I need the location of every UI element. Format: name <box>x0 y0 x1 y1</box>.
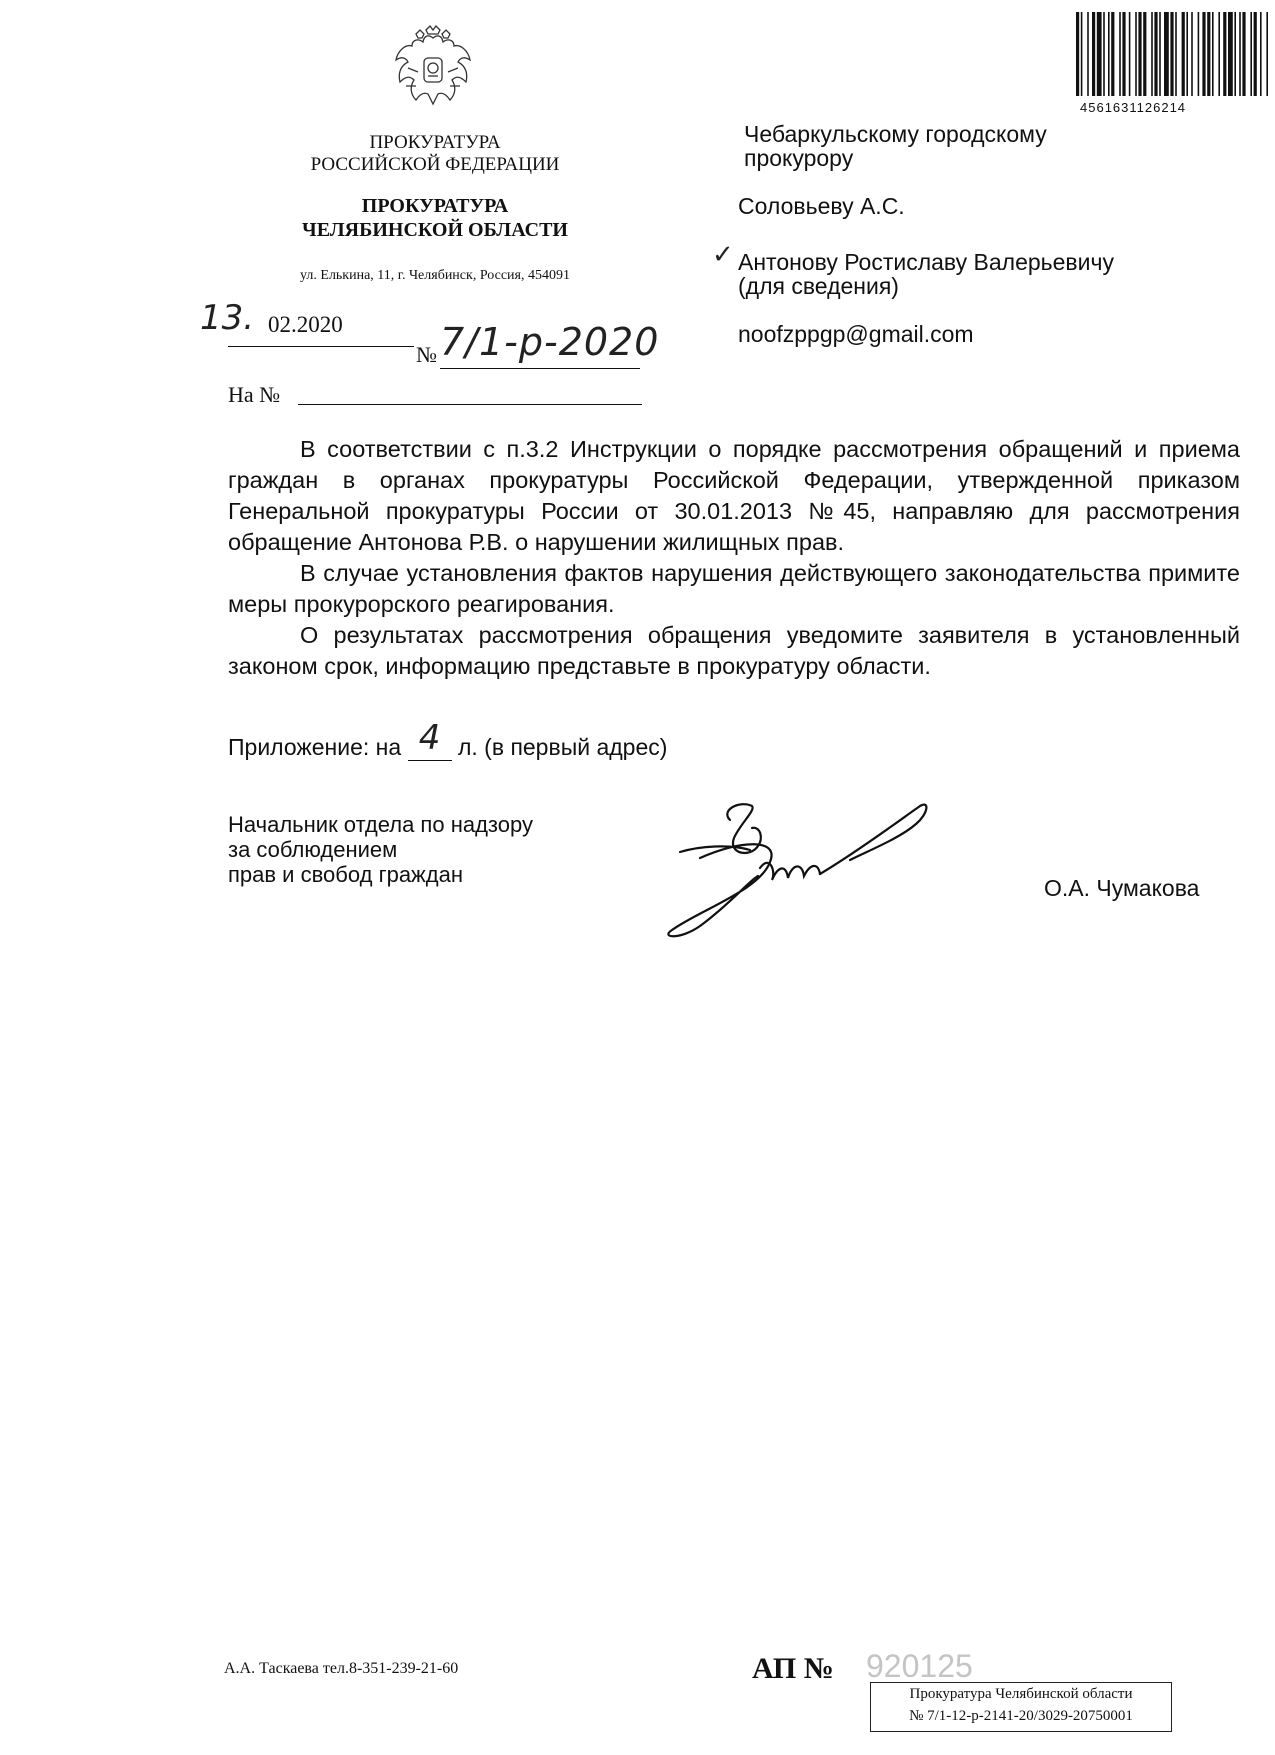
attachment-line <box>228 718 668 761</box>
barcode-bar <box>1122 12 1125 96</box>
dept-line-1: ПРОКУРАТУРА <box>361 195 509 217</box>
barcode-bar <box>1228 12 1233 96</box>
barcode-bar <box>1260 12 1262 96</box>
barcode-bar <box>1092 12 1095 96</box>
number-sign: № <box>416 342 437 367</box>
barcode-bar <box>1218 12 1220 96</box>
ap-number: 920125 <box>866 1648 973 1684</box>
body-paragraph-2: В случае установления фактов нарушения действующего законодательства примите меры прокурорского реагирования. <box>228 560 1240 617</box>
barcode-bar <box>1182 12 1185 96</box>
barcode-bar <box>1223 12 1226 96</box>
registration-stamp <box>870 1682 1172 1732</box>
attachment-prefix: Приложение: на <box>228 734 402 760</box>
ap-label: АП № <box>752 1652 834 1685</box>
barcode-bar <box>1119 12 1121 96</box>
barcode-bar <box>1170 12 1173 96</box>
barcode-bar <box>1202 12 1205 96</box>
attachment-suffix: л. (в первый адрес) <box>457 734 668 760</box>
recipient-line-3: Соловьеву А.С. <box>738 193 905 219</box>
signatory-title-line-2: за соблюдением <box>228 837 398 862</box>
barcode-bar <box>1111 12 1114 96</box>
barcode-bar <box>1239 12 1241 96</box>
outgoing-number-handwritten: 7/1-р-2020 <box>440 320 660 364</box>
barcode-bar <box>1207 12 1210 96</box>
barcode-bar <box>1242 12 1245 96</box>
barcode-bar <box>1076 12 1079 96</box>
recipient-line-5: (для сведения) <box>738 273 899 299</box>
barcode-bar <box>1087 12 1089 96</box>
barcode-bar <box>1175 12 1177 96</box>
barcode-bar <box>1186 12 1188 96</box>
barcode-bar <box>1212 12 1214 96</box>
stamp-line-1: Прокуратура Челябинской области <box>909 1686 1133 1702</box>
signatory-title-line-3: прав и свобод граждан <box>228 862 463 887</box>
recipient-line-2: прокурору <box>744 145 854 171</box>
org-header <box>255 132 615 176</box>
reply-to-label: На № <box>228 382 281 407</box>
barcode-bar <box>1135 12 1137 96</box>
org-line-2: РОССИЙСКОЙ ФЕДЕРАЦИИ <box>310 154 560 175</box>
barcode-bar <box>1097 12 1102 96</box>
signatory-title <box>228 812 533 887</box>
body-paragraph-3: О результатах рассмотрения обращения уведомите заявителя в установленный законом срок, информацию представьте в прокуратуру области. <box>228 622 1240 679</box>
number-underline <box>440 368 640 369</box>
barcode-bar <box>1129 12 1131 96</box>
org-line-1: ПРОКУРАТУРА <box>369 132 501 153</box>
dept-line-2: ЧЕЛЯБИНСКОЙ ОБЛАСТИ <box>302 219 568 241</box>
barcode-bar <box>1159 12 1161 96</box>
barcode-bar <box>1108 12 1110 96</box>
barcode-bar <box>1250 12 1252 96</box>
body-paragraph-1: В соответствии с п.3.2 Инструкции о порядке рассмотрения обращений и приема граждан в органах прокуратуры Российской Федерации, утвержденной приказом Генеральной прокуратуры России от 30.01.2013 №45, направляю для рассмотрения обращение Антонова Р.В. о нарушении жилищных прав. <box>228 436 1240 555</box>
barcode-bar <box>1151 12 1153 96</box>
recipient-line-1: Чебаркульскому городскому <box>744 121 1047 147</box>
signatory-name: О.А. Чумакова <box>1044 875 1200 901</box>
handwritten-signature-icon <box>660 780 980 940</box>
letter-body <box>228 434 1240 682</box>
checkmark-icon: ✓ <box>712 240 734 270</box>
barcode-bar <box>1191 12 1193 96</box>
date-day-handwritten: 13. <box>200 298 255 338</box>
barcode-bar <box>1103 12 1105 96</box>
barcode-icon <box>1072 8 1272 104</box>
dept-header <box>255 194 615 242</box>
date-underline <box>228 346 414 347</box>
recipient-line-4: Антонову Ростиславу Валерьевичу <box>738 249 1114 275</box>
barcode-bar <box>1266 12 1268 96</box>
reply-to-underline <box>298 404 642 405</box>
barcode-bar <box>1138 12 1141 96</box>
signatory-title-line-1: Начальник отдела по надзору <box>228 812 533 837</box>
barcode-number: 4561631126214 <box>1080 100 1187 115</box>
recipient-email: noofzppgp@gmail.com <box>738 321 974 347</box>
attachment-count-field <box>408 718 452 761</box>
org-address: ул. Елькина, 11, г. Челябинск, Россия, 454091 <box>300 268 570 283</box>
barcode-bar <box>1154 12 1157 96</box>
state-emblem-icon <box>388 24 478 112</box>
attachment-count-handwritten: 4 <box>418 718 441 758</box>
barcode-bar <box>1254 12 1257 96</box>
barcode-bar <box>1164 12 1169 96</box>
barcode-bar <box>1143 12 1146 96</box>
barcode-bar <box>1081 12 1083 96</box>
executor-line: А.А. Таскаева тел.8-351-239-21-60 <box>224 1660 459 1677</box>
barcode-bar <box>1198 12 1200 96</box>
date-printed: 02.2020 <box>268 312 343 337</box>
stamp-line-2: № 7/1-12-р-2141-20/3029-20750001 <box>909 1708 1133 1724</box>
barcode-bar <box>1234 12 1236 96</box>
